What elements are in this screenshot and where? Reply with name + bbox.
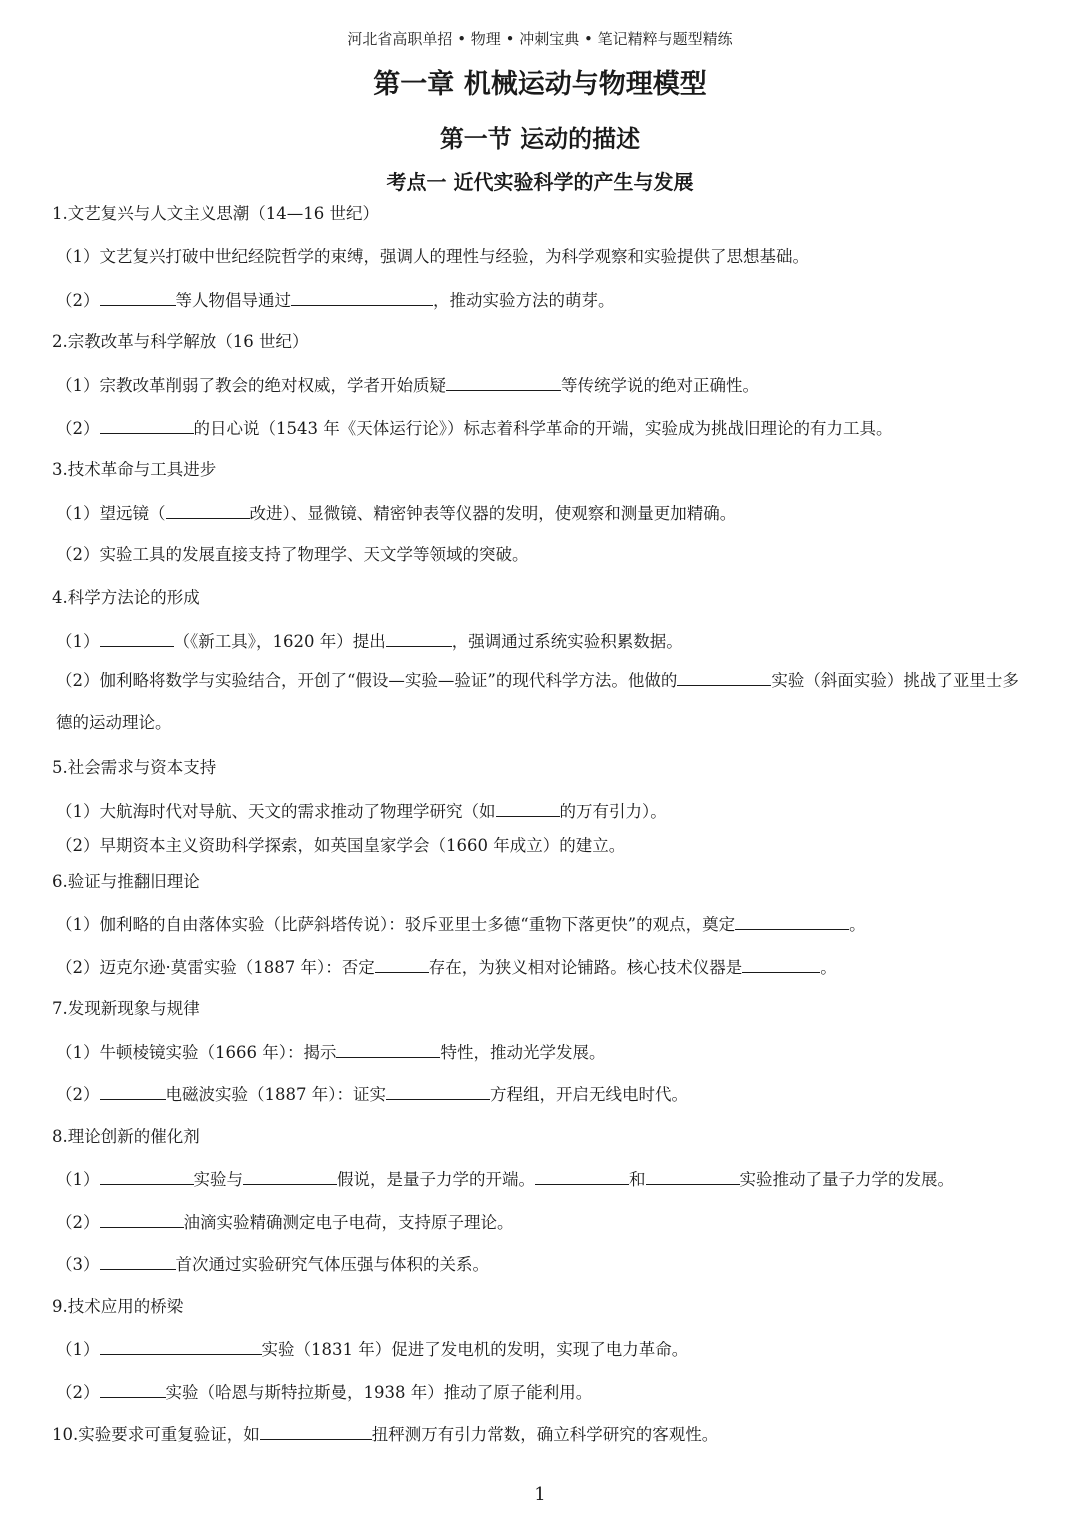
fill-blank[interactable] [100,1167,194,1185]
item-3-2: （2）实验工具的发展直接支持了物理学、天文学等领域的突破。 [56,545,529,564]
heading-2: 2.宗教改革与科学解放（16 世纪） [52,332,309,351]
item-9-2: （2） 实验（哈恩与斯特拉斯曼，1938 年）推动了原子能利用。 [56,1380,1036,1405]
kaodian-title: 考点一 近代实验科学的产生与发展 [386,170,694,194]
fill-blank[interactable] [336,1040,440,1058]
fill-blank[interactable] [386,1082,490,1100]
fill-blank[interactable] [375,955,429,973]
item-1-2: （2） 等人物倡导通过 ，推动实验方法的萌芽。 [56,288,1036,313]
fill-blank[interactable] [496,799,560,817]
fill-blank[interactable] [100,1337,262,1355]
item-2-1: （1）宗教改革削弱了教会的绝对权威，学者开始质疑 等传统学说的绝对正确性。 [56,373,1036,398]
item-4-2: （2）伽利略将数学与实验结合，开创了“假设—实验—验证”的现代科学方法。他做的 实验（斜面实验）挑战了亚里士多德的运动理论。 [56,660,1031,744]
page-number: 1 [534,1484,546,1505]
item-6-2: （2）迈克尔逊·莫雷实验（1887 年）：否定 存在，为狭义相对论铺路。核心技术仪器是 。 [56,955,1036,980]
fill-blank[interactable] [646,1167,740,1185]
fill-blank[interactable] [243,1167,337,1185]
fill-blank[interactable] [291,288,433,306]
fill-blank[interactable] [386,629,452,647]
fill-blank[interactable] [535,1167,629,1185]
fill-blank[interactable] [100,416,194,434]
heading-9: 9.技术应用的桥梁 [52,1297,184,1316]
item-7-2: （2） 电磁波实验（1887 年）：证实 方程组，开启无线电时代。 [56,1082,1036,1107]
running-header: 河北省高职单招 • 物理 • 冲刺宝典 • 笔记精粹与题型精练 [347,30,733,48]
heading-8: 8.理论创新的催化剂 [52,1127,200,1146]
item-1-1: （1）文艺复兴打破中世纪经院哲学的束缚，强调人的理性与经验，为科学观察和实验提供了思想基础。 [56,247,809,266]
heading-5: 5.社会需求与资本支持 [52,758,217,777]
fill-blank[interactable] [100,629,174,647]
fill-blank[interactable] [677,668,771,686]
fill-blank[interactable] [735,912,849,930]
chapter-title: 第一章 机械运动与物理模型 [373,69,707,100]
item-8-2: （2） 油滴实验精确测定电子电荷，支持原子理论。 [56,1210,1036,1235]
item-8-3: （3） 首次通过实验研究气体压强与体积的关系。 [56,1252,1036,1277]
item-4-1: （1） （《新工具》，1620 年）提出 ，强调通过系统实验积累数据。 [56,629,1036,654]
fill-blank[interactable] [100,1082,166,1100]
item-9-1: （1） 实验（1831 年）促进了发电机的发明，实现了电力革命。 [56,1337,1036,1362]
item-5-1: （1）大航海时代对导航、天文的需求推动了物理学研究（如 的万有引力）。 [56,799,1036,824]
fill-blank[interactable] [100,1380,166,1398]
item-5-2: （2）早期资本主义资助科学探索，如英国皇家学会（1660 年成立）的建立。 [56,836,626,855]
fill-blank[interactable] [100,1210,184,1228]
item-8-1: （1） 实验与 假说，是量子力学的开端。 和 实验推动了量子力学的发展。 [56,1167,1036,1192]
fill-blank[interactable] [100,288,176,306]
fill-blank[interactable] [166,501,250,519]
heading-10: 10.实验要求可重复验证，如 扭秤测万有引力常数，确立科学研究的客观性。 [52,1422,1032,1447]
section-title: 第一节 运动的描述 [439,124,641,153]
fill-blank[interactable] [742,955,820,973]
item-2-2: （2） 的日心说（1543 年《天体运行论》）标志着科学革命的开端，实验成为挑战旧理论的有力工具。 [56,416,1036,441]
fill-blank[interactable] [260,1422,372,1440]
fill-blank[interactable] [446,373,561,391]
item-6-1: （1）伽利略的自由落体实验（比萨斜塔传说）：驳斥亚里士多德“重物下落更快”的观点，奠定 。 [56,912,1036,937]
heading-3: 3.技术革命与工具进步 [52,460,217,479]
heading-1: 1.文艺复兴与人文主义思潮（14—16 世纪） [52,204,379,223]
heading-6: 6.验证与推翻旧理论 [52,872,200,891]
item-3-1: （1）望远镜（ 改进）、显微镜、精密钟表等仪器的发明，使观察和测量更加精确。 [56,501,1036,526]
heading-4: 4.科学方法论的形成 [52,588,200,607]
fill-blank[interactable] [100,1252,176,1270]
heading-7: 7.发现新现象与规律 [52,999,200,1018]
item-7-1: （1）牛顿棱镜实验（1666 年）：揭示 特性，推动光学发展。 [56,1040,1036,1065]
